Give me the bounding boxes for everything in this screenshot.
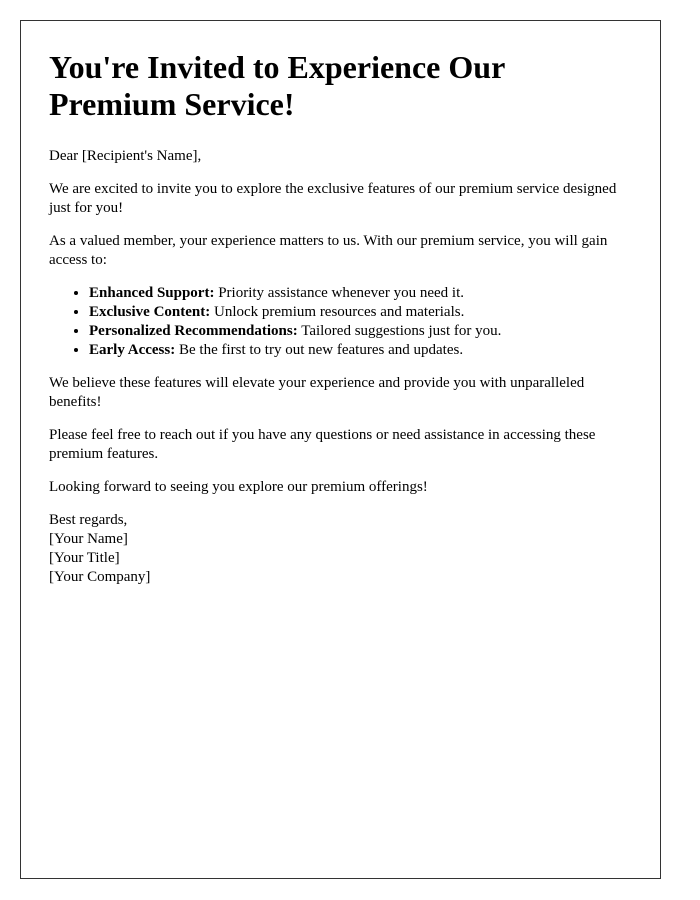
member-paragraph: As a valued member, your experience matters to us. With our premium service, you will gain access to: [49,233,608,268]
greeting: Dear [Recipient's Name], [49,148,202,164]
feature-item-enhanced-support [89,284,632,303]
feature-item-early-access [89,341,632,360]
letter-title: You're Invited to Experience Our Premium Service! [49,49,505,122]
feature-text: Be the first to try out new features and updates. [175,342,464,358]
feature-label: Personalized Recommendations: [89,323,298,339]
sender-company: [Your Company] [49,569,151,585]
feature-text: Tailored suggestions just for you. [297,323,502,339]
contact-paragraph: Please feel free to reach out if you have any questions or need assistance in accessing these premium features. [49,427,596,462]
intro-paragraph: We are excited to invite you to explore the exclusive features of our premium service designed just for you! [49,181,617,216]
feature-list [49,284,632,360]
letter-container [20,20,661,879]
feature-label: Early Access: [89,342,176,358]
signoff: Best regards, [49,512,128,528]
benefits-paragraph: We believe these features will elevate your experience and provide you with unparalleled benefits! [49,375,585,410]
feature-item-exclusive-content [89,303,632,322]
feature-text: Priority assistance whenever you need it. [214,285,464,301]
feature-label: Exclusive Content: [89,304,211,320]
feature-label: Enhanced Support: [89,285,215,301]
sender-name: [Your Name] [49,531,128,547]
looking-forward-paragraph: Looking forward to seeing you explore our premium offerings! [49,479,428,495]
feature-item-personalized-recommendations [89,322,632,341]
closing-block [49,511,632,587]
sender-title: [Your Title] [49,550,120,566]
feature-text: Unlock premium resources and materials. [210,304,465,320]
